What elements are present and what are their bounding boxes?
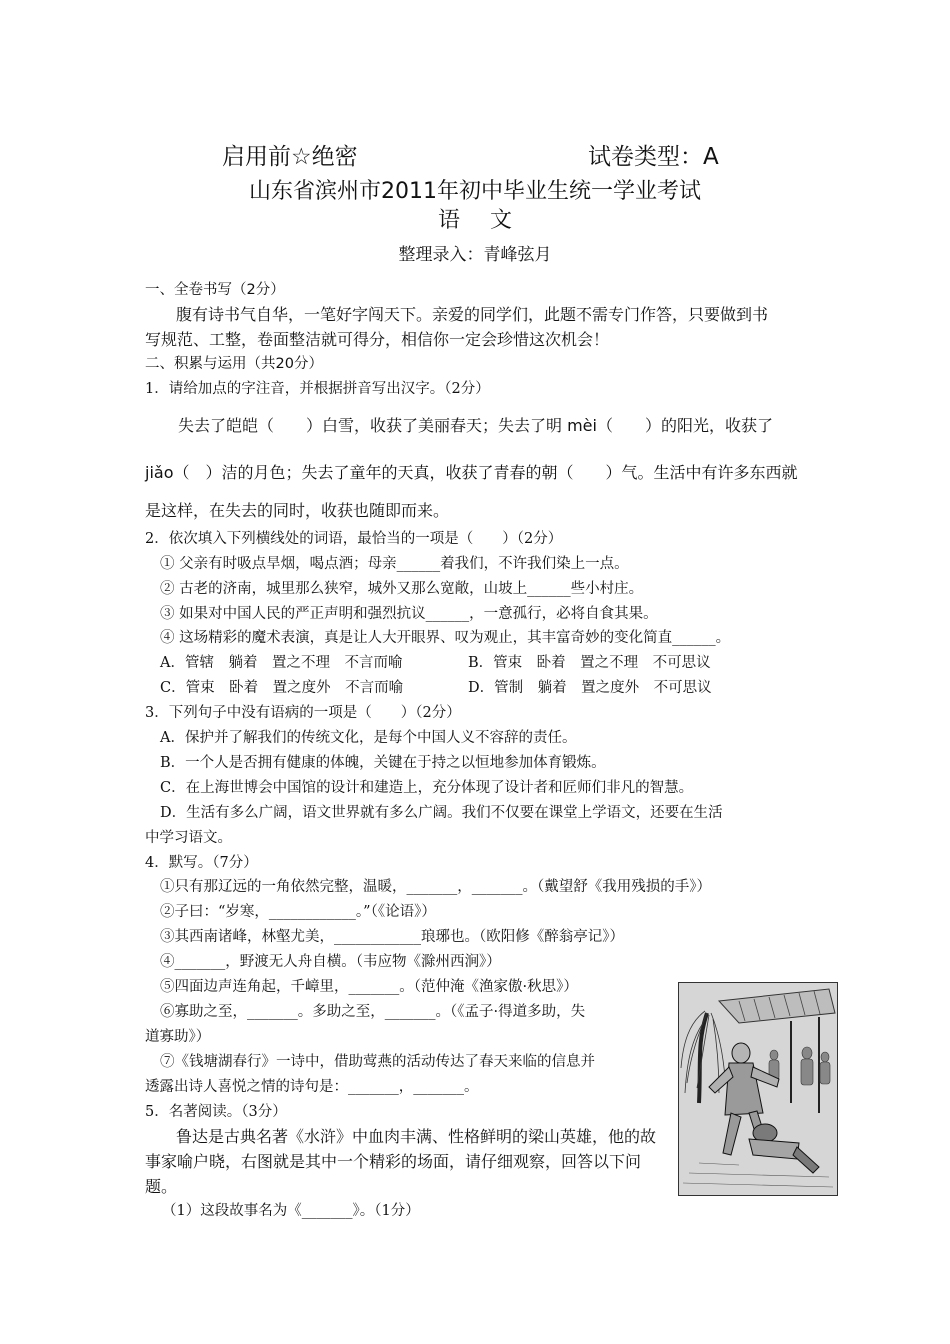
- q3-option-b: B．一个人是否拥有健康的体魄，关键在于持之以恒地参加体育锻炼。: [160, 755, 606, 771]
- q4-item7-line1: ⑦《钱塘湖春行》一诗中，借助莺燕的活动传达了春天来临的信息并: [160, 1054, 595, 1070]
- q4-item3: ③其西南诸峰，林壑尤美，____________琅琊也。（欧阳修《醉翁亭记》）: [160, 929, 624, 945]
- q1-line1: 失去了皑皑（ ）白雪，收获了美丽春天；失去了明 mèi（ ）的阳光，收获了: [178, 416, 773, 435]
- q3-option-d-line2: 中学习语文。: [145, 830, 232, 846]
- q2-option-a: A．管辖 躺着 置之不理 不言而喻: [160, 655, 403, 671]
- q2-sentence3: ③ 如果对中国人民的严正声明和强烈抗议______，一意孤行，必将自食其果。: [160, 606, 658, 622]
- q2-sentence2: ② 古老的济南，城里那么狭窄，城外又那么宽敞，山坡上______些小村庄。: [160, 581, 644, 597]
- q5-sub1: （1）这段故事名为《_______》。（1分）: [162, 1203, 420, 1219]
- q2-sentence4: ④ 这场精彩的魔术表演，真是让人大开眼界、叹为观止，其丰富奇妙的变化简直______。: [160, 630, 731, 646]
- q2-sentence1: ① 父亲有时吸点旱烟，喝点酒；母亲______着我们，不许我们染上一点。: [160, 556, 629, 572]
- editor-credit: 整理录入：青峰弦月: [398, 245, 552, 265]
- story-illustration: [678, 982, 838, 1196]
- q4-item5: ⑤四面边声连角起，千嶂里，_______。（范仲淹《渔家傲·秋思》）: [160, 979, 578, 995]
- q2-option-c: C．管束 卧着 置之度外 不言而喻: [160, 680, 404, 696]
- q2-option-b: B．管束 卧着 置之不理 不可思议: [468, 655, 711, 671]
- q4-stem: 4．默写。（7分）: [145, 855, 258, 871]
- lu-da-scene-image: [679, 983, 837, 1195]
- q4-item7-line2: 透露出诗人喜悦之情的诗句是：_______，_______。: [145, 1079, 479, 1095]
- q2-option-d: D．管制 躺着 置之度外 不可思议: [468, 680, 712, 696]
- q2-stem: 2．依次填入下列横线处的词语，最恰当的一项是（ ）（2分）: [145, 531, 563, 547]
- q5-passage-line3: 题。: [145, 1177, 178, 1196]
- q3-option-a: A．保护并了解我们的传统文化，是每个中国人义不容辞的责任。: [160, 730, 577, 746]
- q4-item1: ①只有那辽远的一角依然完整，温暖，_______，_______。（戴望舒《我用残损的手》）: [160, 879, 711, 895]
- q3-option-d-line1: D．生活有多么广阔，语文世界就有多么广阔。我们不仅要在课堂上学语文，还要在生活: [160, 805, 723, 821]
- q1-stem: 1．请给加点的字注音，并根据拼音写出汉字。（2分）: [145, 381, 490, 397]
- q4-item4: ④_______，野渡无人舟自横。（韦应物《滁州西涧》）: [160, 954, 501, 970]
- q1-line3: 是这样，在失去的同时，收获也随即而来。: [145, 501, 450, 520]
- q3-option-c: C．在上海世博会中国馆的设计和建造上，充分体现了设计者和匠师们非凡的智慧。: [160, 780, 694, 796]
- q4-item6-line2: 道寡助》）: [145, 1029, 211, 1045]
- q1-line2: jiǎo（ ）洁的月色；失去了童年的天真，收获了青春的朝（ ）气。生活中有许多东西就: [145, 463, 798, 482]
- q4-item6-line1: ⑥寡助之至，_______。多助之至，_______。（《孟子·得道多助，失: [160, 1004, 586, 1020]
- confidential-label: 启用前☆绝密: [222, 144, 358, 170]
- q3-stem: 3．下列句子中没有语病的一项是（ ）（2分）: [145, 705, 461, 721]
- paper-type-label: 试卷类型：A: [588, 144, 719, 170]
- q5-stem: 5．名著阅读。（3分）: [145, 1104, 287, 1120]
- section1-body-line2: 写规范、工整，卷面整洁就可得分，相信你一定会珍惜这次机会！: [145, 330, 610, 349]
- section1-body-line1: 腹有诗书气自华，一笔好字闯天下。亲爱的同学们，此题不需专门作答，只要做到书: [176, 305, 769, 324]
- q4-item2: ②子曰：“岁寒，____________。”（《论语》）: [160, 904, 436, 920]
- q5-passage-line2: 事家喻户晓，右图就是其中一个精彩的场面，请仔细观察，回答以下问: [145, 1152, 642, 1171]
- exam-title: 山东省滨州市2011年初中毕业生统一学业考试: [249, 179, 701, 204]
- subject-title: 语文: [437, 208, 542, 233]
- section2-heading: 二、积累与运用（共20分）: [145, 356, 323, 372]
- section1-heading: 一、全卷书写（2分）: [145, 282, 285, 298]
- q5-passage-line1: 鲁达是古典名著《水浒》中血肉丰满、性格鲜明的梁山英雄，他的故: [176, 1127, 657, 1146]
